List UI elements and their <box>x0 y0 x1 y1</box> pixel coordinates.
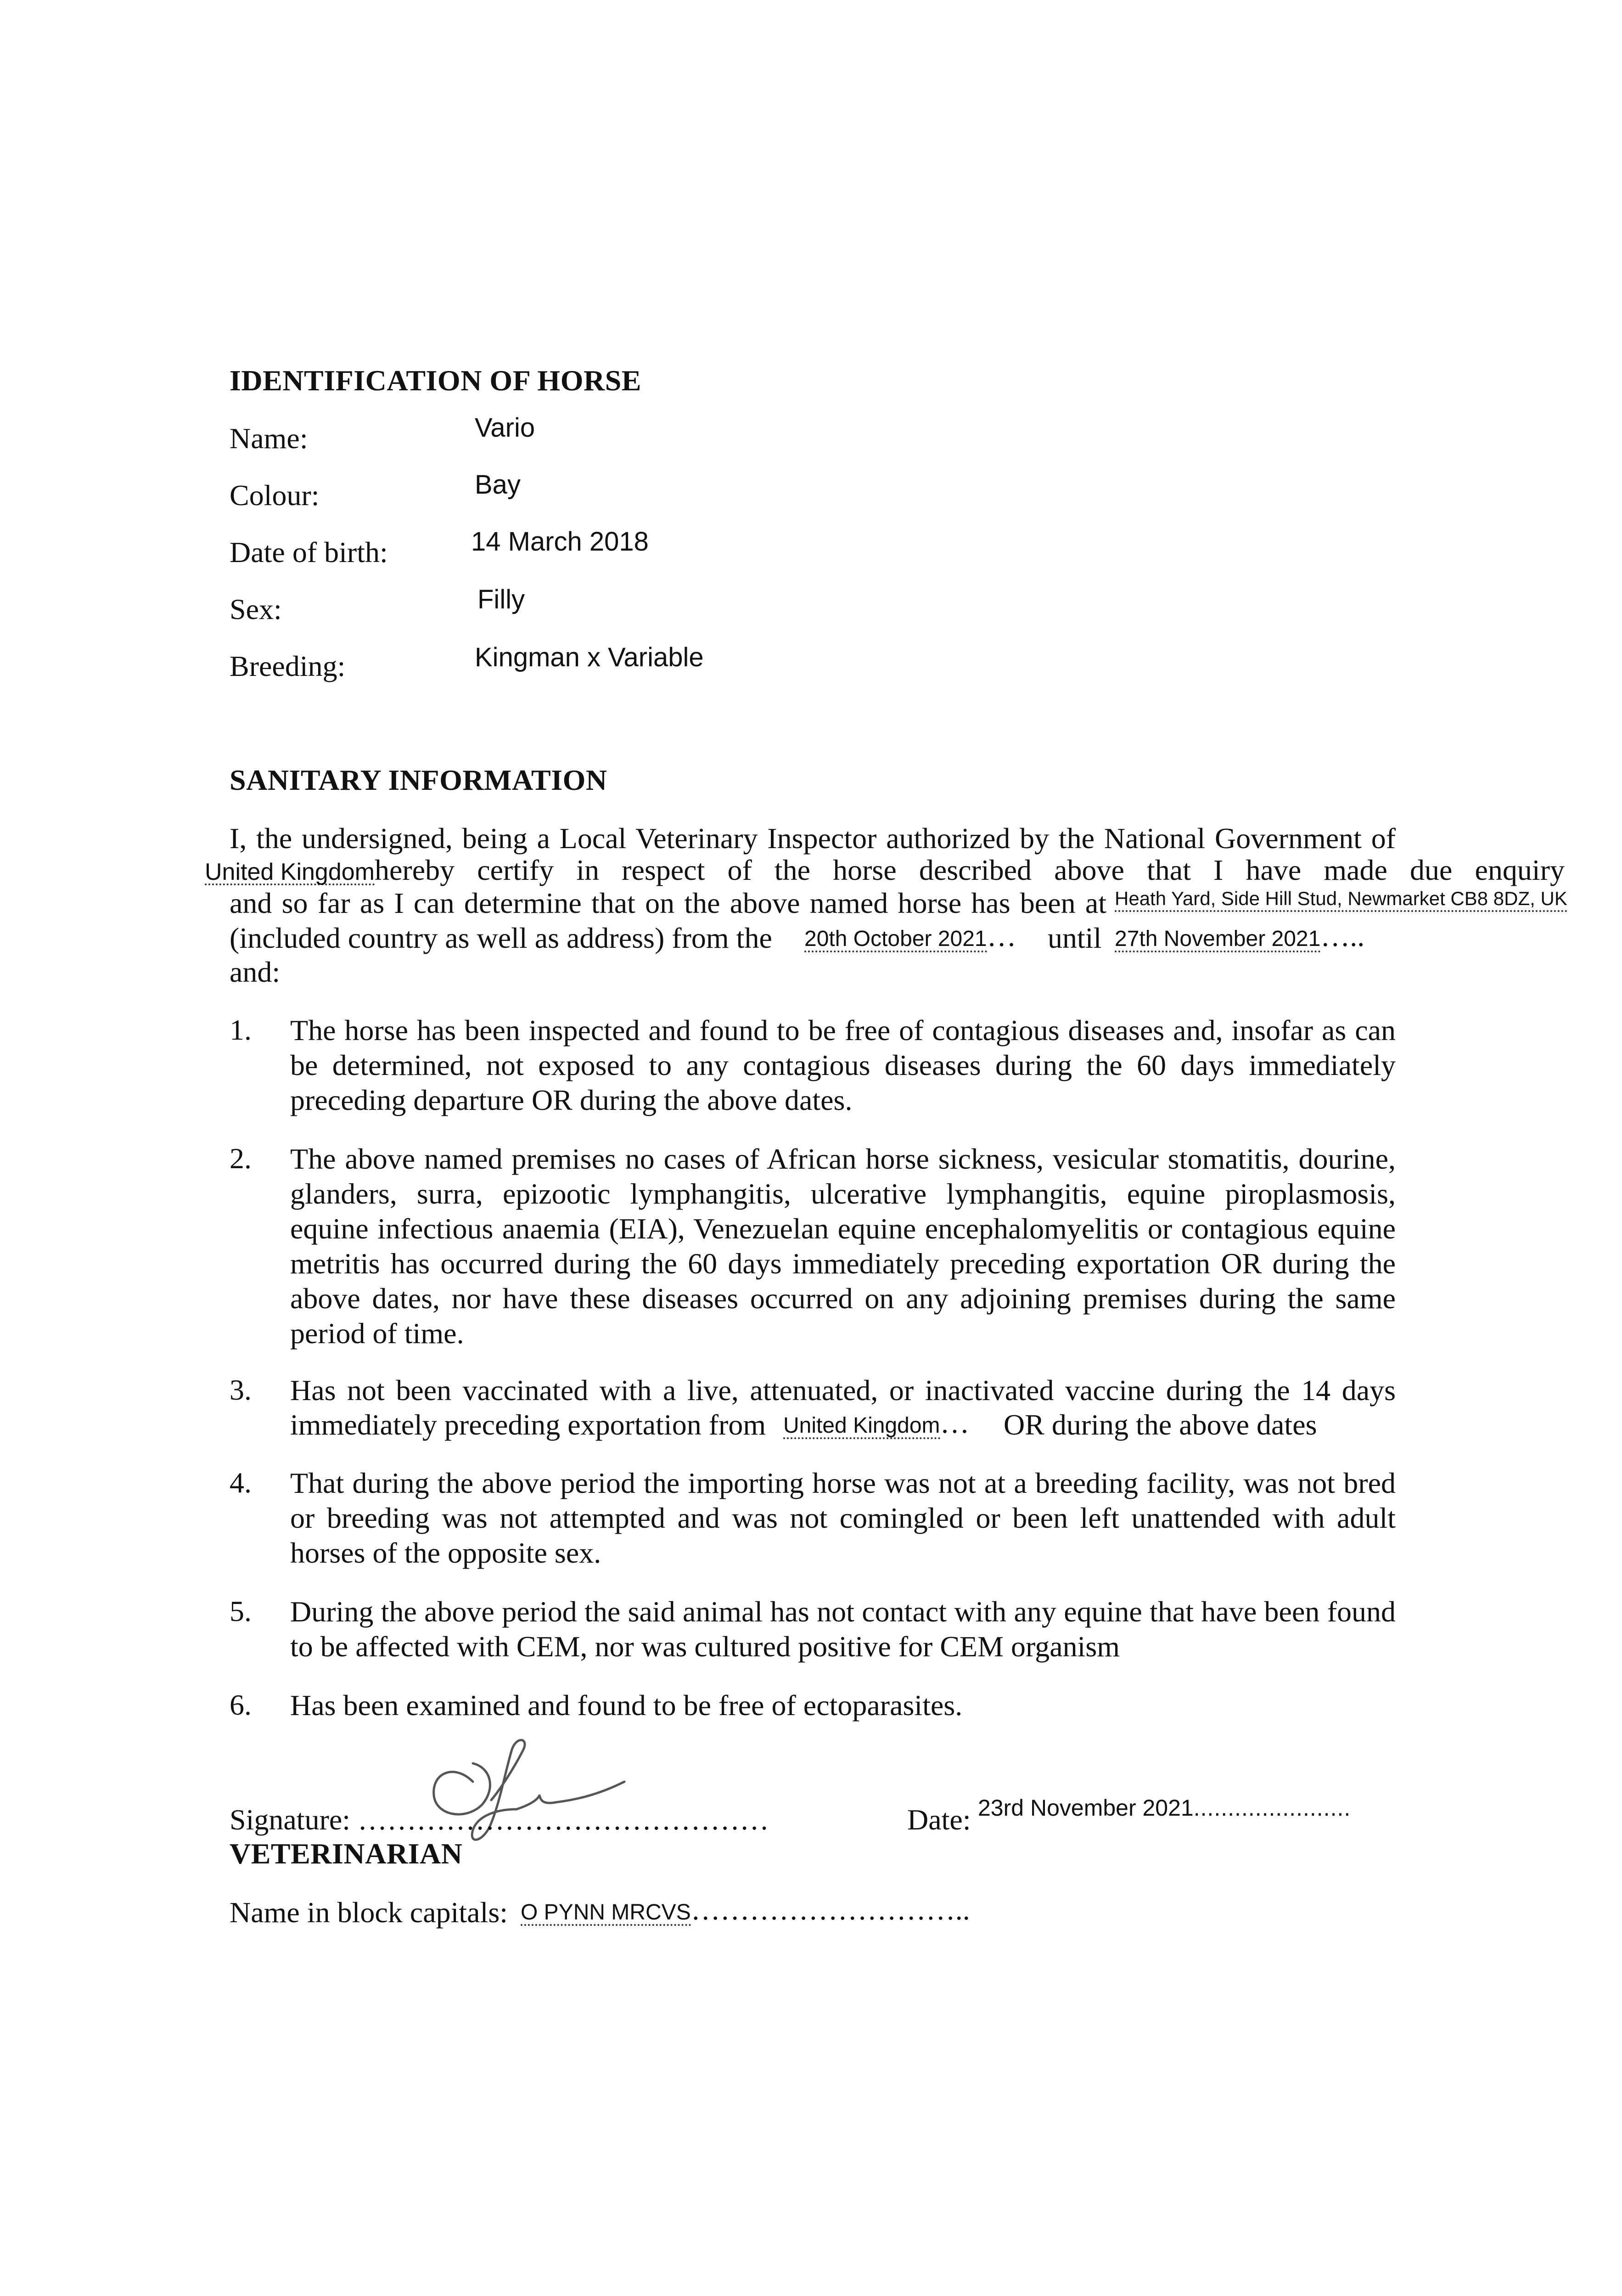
dob-value: 14 March 2018 <box>471 527 649 557</box>
intro-line-3 <box>230 886 1106 920</box>
date-label: Date: <box>907 1803 971 1836</box>
item-6-number: 6. <box>230 1688 252 1721</box>
item-4-line: That during the above period the importing horse was not at a breeding facility, was not bred <box>290 1467 1396 1499</box>
item-4-line: horses of the opposite sex. <box>290 1536 601 1569</box>
dob-label: Date of birth: <box>230 536 388 568</box>
item-6-text <box>290 1688 1396 1723</box>
item-3-line: Has not been vaccinated with a live, attenuated, or inactivated vaccine during the 14 days <box>290 1374 1396 1407</box>
intro-line-2-text: hereby certify in respect of the horse described above that I have made due enquiry <box>375 854 1565 886</box>
identification-heading: IDENTIFICATION OF HORSE <box>230 364 641 397</box>
breeding-label: Breeding: <box>230 650 346 682</box>
veterinarian-role: VETERINARIAN <box>230 1837 463 1870</box>
item-6-line: Has been examined and found to be free of ectoparasites. <box>290 1689 963 1722</box>
item-4-text <box>290 1466 1396 1570</box>
date-dots: ....................... <box>1193 1795 1351 1821</box>
date-field: 23rd November 2021 <box>978 1795 1194 1821</box>
export-country-wrap <box>783 1406 970 1440</box>
signature-line <box>230 1803 769 1837</box>
name-block-dots: ……………………….. <box>690 1893 970 1926</box>
item-5-text <box>290 1594 1396 1664</box>
country-field: United Kingdom <box>205 859 375 885</box>
colour-label: Colour: <box>230 479 320 512</box>
signature-dotted-line: …………………………………… <box>358 1803 769 1836</box>
intro-line-1: I, the undersigned, being a Local Veterinary Inspector authorized by the National Government of <box>230 822 1396 855</box>
intro-line-5: and: <box>230 956 281 988</box>
item-4-line: or breeding was not attempted and was not comingled or been left unattended with adult <box>290 1502 1396 1534</box>
name-block-field: O PYNN MRCVS <box>521 1901 691 1926</box>
item-3-line-2-end: OR during the above dates <box>1004 1408 1317 1441</box>
until-word: until <box>1048 922 1102 954</box>
item-1-line: preceding departure OR during the above dates. <box>290 1084 853 1116</box>
intro-line-3-text: and so far as I can determine that on the above named horse has been at <box>230 887 1106 919</box>
date-field-wrap <box>978 1795 1351 1821</box>
from-date-dots: … <box>987 920 1016 952</box>
signature-label: Signature: <box>230 1803 351 1836</box>
name-value: Vario <box>475 413 535 443</box>
name-label: Name: <box>230 422 308 455</box>
item-2-line: The above named premises no cases of African horse sickness, vesicular stomatitis, dourine, <box>290 1142 1396 1175</box>
item-3-text <box>290 1373 1396 1408</box>
item-2-line: period of time. <box>290 1317 464 1350</box>
item-1-number: 1. <box>230 1013 252 1046</box>
name-block-wrap <box>521 1893 970 1927</box>
item-5-line: to be affected with CEM, nor was cultured positive for CEM organism <box>290 1630 1120 1663</box>
intro-line-4-start: (included country as well as address) from the <box>230 922 772 954</box>
sex-label: Sex: <box>230 593 282 625</box>
item-3-number: 3. <box>230 1373 252 1406</box>
item-4-number: 4. <box>230 1466 252 1499</box>
intro-line-2 <box>205 853 1565 887</box>
sanitary-heading: SANITARY INFORMATION <box>230 764 607 796</box>
item-5-line: During the above period the said animal has not contact with any equine that have been found <box>290 1595 1396 1628</box>
from-date-wrap <box>804 919 1016 953</box>
sanitary-intro <box>230 821 1396 856</box>
item-1-line: The horse has been inspected and found to be free of contagious diseases and, insofar as can <box>290 1014 1396 1047</box>
breeding-value: Kingman x Variable <box>475 642 704 672</box>
item-2-number: 2. <box>230 1142 252 1175</box>
export-country-field: United Kingdom <box>783 1414 940 1439</box>
item-1-line: be determined, not exposed to any contagious diseases during the 60 days immediately <box>290 1049 1396 1081</box>
export-country-dots: … <box>940 1407 970 1439</box>
address-field: Heath Yard, Side Hill Stud, Newmarket CB8 8DZ, UK <box>1115 887 1567 912</box>
from-date-field: 20th October 2021 <box>804 928 987 952</box>
item-5-number: 5. <box>230 1595 252 1627</box>
item-2-line: above dates, nor have these diseases occurred on any adjoining premises during the same <box>290 1282 1396 1315</box>
until-date-wrap <box>1115 919 1364 953</box>
address-field-wrap <box>1115 887 1567 912</box>
sex-value: Filly <box>477 585 525 614</box>
item-2-line: metritis has occurred during the 60 days immediately preceding exportation OR during the <box>290 1247 1396 1280</box>
item-3-line-2-start: immediately preceding exportation from <box>290 1408 766 1441</box>
until-date-dots: ….. <box>1320 920 1365 952</box>
item-2-line: glanders, surra, epizootic lymphangitis, ulcerative lymphangitis, equine piroplasmosis, <box>290 1177 1396 1210</box>
name-block-label: Name in block capitals: <box>230 1896 508 1929</box>
until-date-field: 27th November 2021 <box>1115 928 1320 952</box>
colour-value: Bay <box>475 470 521 500</box>
item-1-text <box>290 1013 1396 1118</box>
item-2-line: equine infectious anaemia (EIA), Venezuelan equine encephalomyelitis or contagious equine <box>290 1212 1396 1245</box>
item-2-text <box>290 1142 1396 1351</box>
